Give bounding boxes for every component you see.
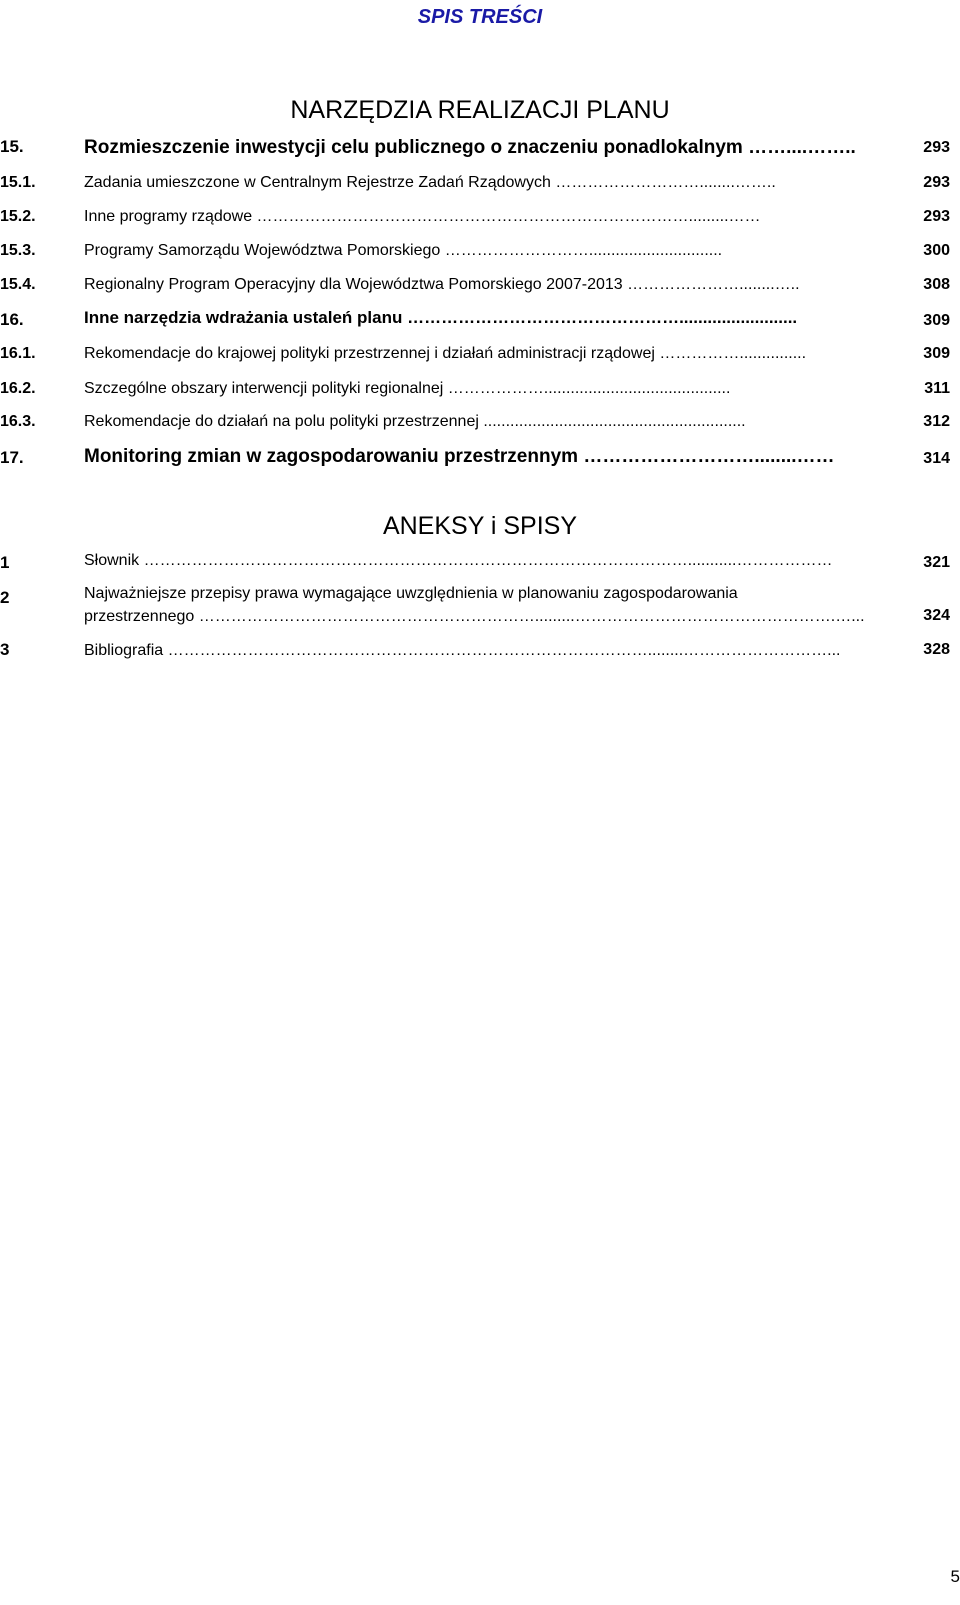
section-heading-aneksy: ANEKSY i SPISY	[382, 512, 578, 540]
toc-entry-title[interactable]: Rekomendacje do działań na polu polityki przestrzennej ...........................................................	[84, 413, 746, 430]
toc-entry-number: 15.3.	[0, 242, 36, 259]
toc-entry-title-continued[interactable]: przestrzennego ……………………………………………………….........………………………………………….…...	[84, 608, 865, 625]
toc-entry-number: 16.1.	[0, 345, 36, 362]
document-title: SPIS TREŚCI	[417, 6, 543, 28]
section-heading-narzedzia: NARZĘDZIA REALIZACJI PLANU	[290, 96, 670, 124]
toc-entry-number: 16.	[0, 310, 24, 329]
toc-entry-number: 2	[0, 588, 10, 607]
toc-entry-title[interactable]: Zadania umieszczone w Centralnym Rejestrze Zadań Rządowych ………………………........……..	[84, 174, 776, 191]
toc-entry-number: 15.1.	[0, 174, 36, 191]
toc-entry-page: 309	[923, 345, 950, 362]
toc-entry-page: 328	[923, 641, 950, 658]
toc-entry-title[interactable]: Najważniejsze przepisy prawa wymagające uwzględnienia w planowaniu zagospodarowania	[84, 585, 738, 602]
toc-entry-page: 308	[923, 276, 950, 293]
toc-entry-title[interactable]: Bibliografia ………………………………………………………………………………........………………………...	[84, 642, 841, 659]
toc-entry-number: 15.2.	[0, 208, 36, 225]
toc-entry-title[interactable]: Monitoring zmian w zagospodarowaniu przestrzennym ………………………........……	[84, 446, 835, 467]
toc-entry-page: 309	[923, 312, 950, 329]
toc-entry-number: 15.4.	[0, 276, 36, 293]
toc-entry-number: 1	[0, 553, 10, 572]
page-number: 5	[950, 1567, 960, 1586]
toc-entry-page: 293	[923, 174, 950, 191]
toc-entry-page: 293	[923, 208, 950, 225]
toc-entry-page: 312	[923, 413, 950, 430]
toc-entry-number: 16.2.	[0, 380, 36, 397]
toc-entry-title[interactable]: Programy Samorządu Województwa Pomorskiego ………………………..............................	[84, 242, 723, 259]
toc-entry-number: 16.3.	[0, 413, 36, 430]
toc-entry-title[interactable]: Szczególne obszary interwencji polityki regionalnej ………………..........................................	[84, 380, 731, 397]
toc-entry-number: 17.	[0, 448, 24, 467]
toc-entry-title[interactable]: Słownik …………………………………………………………………………………………...........………………	[84, 552, 833, 569]
toc-entry-page: 293	[923, 139, 950, 156]
toc-entry-number: 15.	[0, 137, 24, 156]
toc-entry-title[interactable]: Rozmieszczenie inwestycji celu publicznego o znaczeniu ponadlokalnym ……....……..	[84, 137, 856, 158]
toc-entry-title[interactable]: Regionalny Program Operacyjny dla Województwa Pomorskiego 2007-2013 …………………........…..	[84, 276, 800, 293]
toc-entry-page: 314	[923, 450, 950, 467]
toc-entry-page: 324	[923, 607, 950, 624]
toc-entry-number: 3	[0, 640, 10, 659]
toc-entry-page: 300	[923, 242, 950, 259]
toc-entry-page: 321	[923, 554, 950, 571]
toc-entry-title[interactable]: Rekomendacje do krajowej polityki przestrzennej i działań administracji rządowej ……………...............	[84, 345, 807, 362]
toc-entry-title[interactable]: Inne narzędzia wdrażania ustaleń planu ………………………………………….........................	[84, 308, 798, 327]
toc-entry-title[interactable]: Inne programy rządowe ……………………………………………………………………….........……	[84, 208, 761, 225]
toc-entry-page: 311	[924, 380, 950, 397]
